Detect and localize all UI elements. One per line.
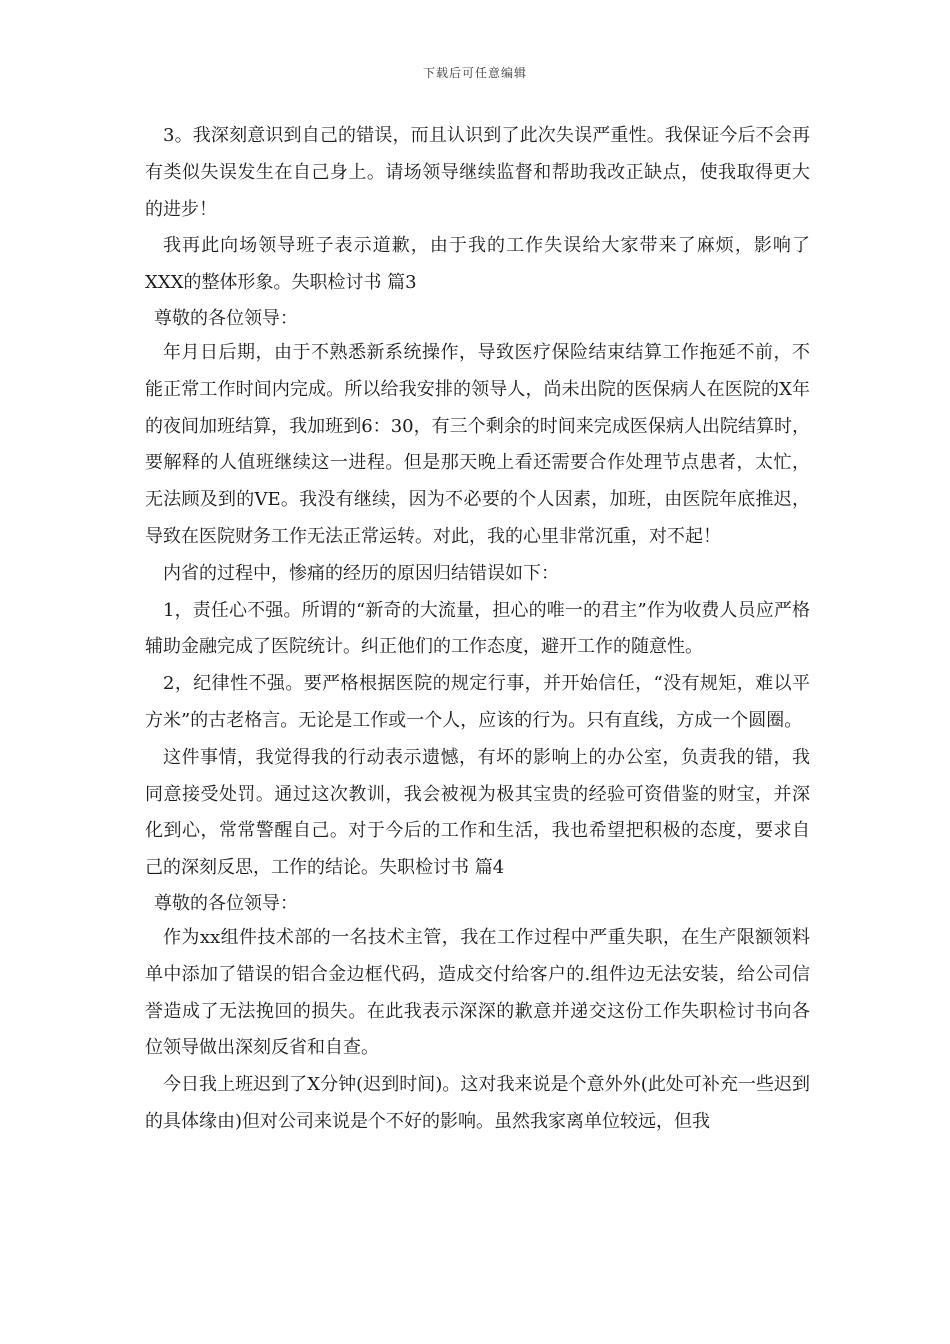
paragraph-reflection-intro: 内省的过程中，惨痛的经历的原因归结错误如下： — [163, 562, 559, 584]
salutation: 尊敬的各位领导： — [154, 892, 298, 914]
salutation: 尊敬的各位领导： — [154, 307, 298, 329]
paragraph-technical-error: 作为xx组件技术部的一名技术主管，我在工作过程中严重失职，在生产限额领料单中添加了错误的铝合金边框代码，造成交付给客户的.组件边无法安装，给公司信誉造成了无法挽回的损失。在此我表示深深的歉意并递交这份工作失职检讨书向各位领导做出深刻反省和自查。 — [145, 926, 810, 1059]
paragraph-conclusion-article-4-title: 这件事情，我觉得我的行动表示遗憾，有坏的影响上的办公室，负责我的错，我同意接受处罚。通过这次教训，我会被视为极其宝贵的经验可资借鉴的财宝，并深化到心，常常警醒自己。对于今后的工作和生活，我也希望把积极的态度，要求自己的深刻反思，工作的结论。失职检讨书 篇4 — [145, 746, 810, 879]
paragraph-point-2: 2，纪律性不强。要严格根据医院的规定行事，并开始信任，“没有规矩，难以平方米”的古老格言。无论是工作或一个人，应该的行为。只有直线，方成一个圆圈。 — [145, 673, 810, 731]
paragraph-lateness: 今日我上班迟到了X分钟(迟到时间)。这对我来说是个意外外(此处可补充一些迟到的具体缘由)但对公司来说是个不好的影响。虽然我家离单位较远，但我 — [145, 1074, 810, 1132]
paragraph-apology-article-3-title: 我再此向场领导班子表示道歉，由于我的工作失误给大家带来了麻烦，影响了XXX的整体形象。失职检讨书 篇3 — [145, 235, 810, 294]
paragraph-incident: 年月日后期，由于不熟悉新系统操作，导致医疗保险结束结算工作拖延不前，不能正常工作时间内完成。所以给我安排的领导人，尚未出院的医保病人在医院的X年的夜间加班结算，我加班到6：30，有三个剩余的时间来完成医保病人出院结算时，要解释的人值班继续这一进程。但是那天晚上看还需要合作处理节点患者，太忙，无法顾及到的VE。我没有继续，因为不必要的个人因素，加班，由医院年底推迟，导致在医院财务工作无法正常运转。对此，我的心里非常沉重，对不起！ — [145, 341, 810, 547]
page-header: 下载后可任意编辑 — [422, 66, 527, 80]
document-body — [145, 118, 810, 1141]
paragraph-point-1: 1，责任心不强。所谓的“新奇的大流量，担心的唯一的君主”作为收费人员应严格辅助金融完成了医院统计。纠正他们的工作态度，避开工作的随意性。 — [145, 599, 810, 658]
paragraph-point-3: 3。我深刻意识到自己的错误，而且认识到了此次失误严重性。我保证今后不会再有类似失误发生在自己身上。请场领导继续监督和帮助我改正缺点，使我取得更大的进步！ — [145, 125, 810, 220]
